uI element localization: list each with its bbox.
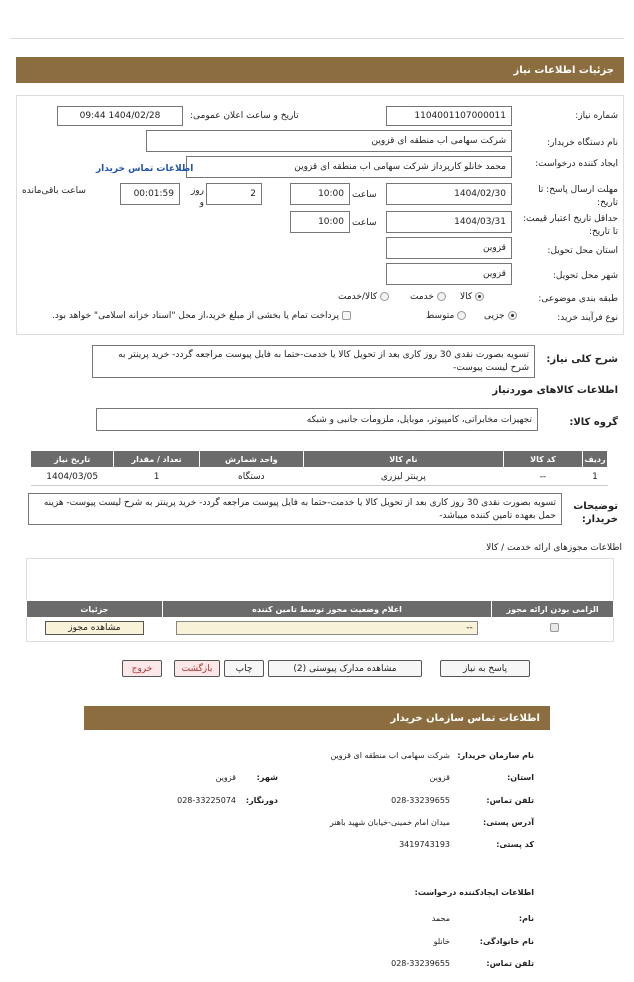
permits-table-header <box>27 601 614 618</box>
permit-details-cell <box>27 618 163 638</box>
table-row <box>27 618 614 638</box>
contact-province-label: استان: <box>507 773 534 782</box>
announce-date-label: تاریخ و ساعت اعلان عمومی: <box>190 111 299 121</box>
buyer-org-label: نام دستگاه خریدار: <box>547 138 618 148</box>
validity-time-field: 10:00 <box>290 211 350 233</box>
validity-label: حداقل تاریخ اعتبار قیمت: تا تاریخ: <box>523 214 618 237</box>
radio-icon <box>457 311 466 320</box>
permit-status-field[interactable]: -- <box>176 621 477 635</box>
contact-header <box>84 706 550 730</box>
contact-address-value: میدان امام خمینی-خیابان شهید باهنر <box>329 818 450 827</box>
contact-phone-label: تلفن تماس: <box>486 796 534 805</box>
deadline-time-field: 10:00 <box>290 183 350 205</box>
creator-family-value: خانلو <box>433 937 450 946</box>
row-date: 1404/03/05 <box>31 468 114 486</box>
process-label: نوع فرآیند خرید: <box>557 313 618 323</box>
exit-button[interactable]: خروج <box>122 660 162 677</box>
contact-postal-value: 3419743193 <box>399 840 450 849</box>
back-button[interactable]: بازگشت <box>174 660 220 677</box>
col-permit-required: الزامی بودن ارائه مجوز <box>492 601 614 618</box>
contact-city-value: قزوین <box>215 773 236 782</box>
permits-table <box>26 600 614 638</box>
contact-org-label: نام سازمان خریدار: <box>457 751 534 760</box>
deadline-time-label: ساعت <box>352 190 377 200</box>
row-name: پرینتر لیزری <box>303 468 503 486</box>
col-permit-status: اعلام وضعیت مجوز توسط تامین کننده <box>162 601 491 618</box>
col-code: کد کالا <box>503 451 582 468</box>
days-label: روز و <box>190 186 204 208</box>
deadline-label: مهلت ارسال پاسخ: تا تاریخ: <box>538 185 618 208</box>
days-field: 2 <box>206 183 262 205</box>
creator-label: ایجاد کننده درخواست: <box>535 159 618 169</box>
print-button[interactable]: چاپ <box>224 660 264 677</box>
remaining-time-field: 00:01:59 <box>120 183 180 205</box>
need-number-field: 1104001107000011 <box>386 106 512 126</box>
radio-icon <box>475 292 484 301</box>
contact-fax-label: دورنگار: <box>245 796 278 805</box>
validity-time-label: ساعت <box>352 218 377 228</box>
category-option-goods[interactable]: کالا <box>460 292 484 302</box>
province-label: استان محل تحویل: <box>547 246 618 256</box>
buyer-notes-label: توضیحات خریدار: <box>573 501 618 525</box>
contact-postal-label: کد پستی: <box>496 840 534 849</box>
city-label: شهر محل تحویل: <box>552 271 618 281</box>
row-unit: دستگاه <box>199 468 303 486</box>
buyer-contact-link[interactable]: اطلاعات تماس خریدار <box>96 164 194 174</box>
summary-label: شرح کلی نیاز: <box>546 354 618 365</box>
buyer-org-field: شرکت سهامی اب منطقه ای قزوین <box>146 130 512 152</box>
goods-table-header <box>31 451 608 468</box>
col-name: نام کالا <box>303 451 503 468</box>
creator-field: محمد خانلو کارپرداز شرکت سهامی اب منطقه ای قزوین <box>186 156 512 178</box>
validity-date-field: 1404/03/31 <box>386 211 512 233</box>
reply-button[interactable]: پاسخ به نیاز <box>440 660 530 677</box>
permits-title: اطلاعات مجوزهای ارائه خدمت / کالا <box>486 543 622 553</box>
process-option-medium[interactable]: متوسط <box>426 311 466 321</box>
category-option-service[interactable]: خدمت <box>410 292 446 302</box>
treasury-payment-option[interactable]: پرداخت تمام یا بخشی از مبلغ خرید،از محل "اسناد خزانه اسلامی" خواهد بود. <box>52 311 351 321</box>
contact-title: اطلاعات تماس سازمان خریدار <box>390 712 540 724</box>
page-header <box>16 57 624 83</box>
creator-phone-value: 028-33239655 <box>391 959 450 968</box>
contact-org-value: شرکت سهامی اب منطقه ای قزوین <box>330 751 450 760</box>
col-row: ردیف <box>583 451 608 468</box>
checkbox-checked-icon <box>550 623 559 632</box>
summary-text: تسویه بصورت نقدی 30 روز کاری بعد از تحویل کالا یا خدمت-حتما به فایل پیوست مراجعه گردد- خرید پرینتر به شرح لیست پیوست- <box>92 345 535 378</box>
top-divider <box>10 38 624 39</box>
view-permit-button[interactable]: مشاهده مجوز <box>45 621 145 635</box>
creator-family-label: نام خانوادگی: <box>479 937 534 946</box>
row-index: 1 <box>583 468 608 486</box>
goods-group-field: تجهیزات مخابراتی، کامپیوتر، موبایل، ملزومات جانبی و شبکه <box>96 408 538 431</box>
table-row <box>31 468 608 486</box>
contact-province-value: قزوین <box>429 773 450 782</box>
radio-icon <box>508 311 517 320</box>
need-number-label: شماره نیاز: <box>575 111 618 121</box>
province-field: قزوین <box>386 237 512 259</box>
buyer-notes-text: تسویه بصورت نقدی 30 روز کاری بعد از تحویل کالا یا خدمت-حتما به فایل پیوست مراجعه گردد- خرید پرینتر به شرح لیست پیوست- هزینه حمل بعهده تامین کننده میباشد- <box>28 493 562 525</box>
city-field: قزوین <box>386 263 512 285</box>
checkbox-icon <box>342 311 351 320</box>
col-qty: تعداد / مقدار <box>114 451 199 468</box>
attachments-button[interactable]: مشاهده مدارک پیوستی (2) <box>268 660 422 677</box>
permit-required-cell <box>492 618 614 638</box>
row-code: -- <box>503 468 582 486</box>
contact-address-label: آدرس پستی: <box>483 818 534 827</box>
contact-fax-value: 028-33225074 <box>177 796 236 805</box>
deadline-date-field: 1404/02/30 <box>386 183 512 205</box>
page-title: جزئیات اطلاعات نیاز <box>513 64 614 76</box>
goods-table <box>30 450 608 486</box>
goods-group-label: گروه کالا: <box>569 417 618 428</box>
contact-city-label: شهر: <box>256 773 278 782</box>
announce-date-field: 1404/02/28 09:44 <box>57 106 183 126</box>
process-option-minor[interactable]: جزیی <box>484 311 517 321</box>
contact-phone-value: 028-33239655 <box>391 796 450 805</box>
category-label: طبقه بندی موضوعی: <box>538 294 618 304</box>
category-option-goods-service[interactable]: کالا/خدمت <box>338 292 389 302</box>
remaining-time-label: ساعت باقی‌مانده <box>22 186 86 196</box>
col-unit: واحد شمارش <box>199 451 303 468</box>
creator-info-title: اطلاعات ایجادکننده درخواست: <box>414 888 534 897</box>
creator-name-value: محمد <box>431 914 450 923</box>
radio-icon <box>380 292 389 301</box>
goods-section-title: اطلاعات کالاهای موردنیاز <box>492 385 618 396</box>
row-qty: 1 <box>114 468 199 486</box>
creator-phone-label: تلفن تماس: <box>486 959 534 968</box>
col-permit-details: جزئیات <box>27 601 163 618</box>
permit-status-cell <box>162 618 491 638</box>
creator-name-label: نام: <box>518 914 534 923</box>
col-date: تاریخ نیاز <box>31 451 114 468</box>
radio-icon <box>437 292 446 301</box>
